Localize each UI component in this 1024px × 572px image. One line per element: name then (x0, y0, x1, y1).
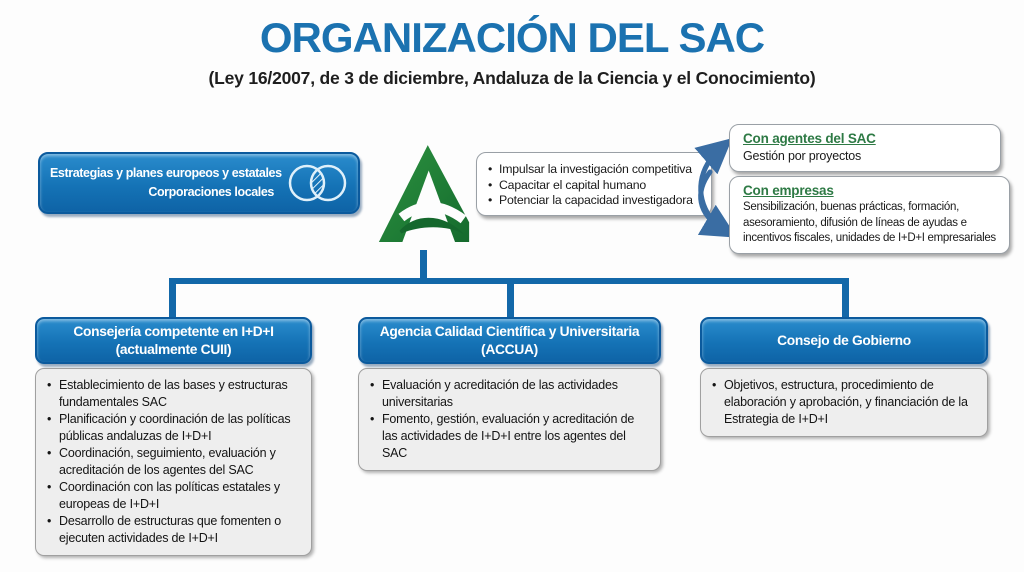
collab-empresas-body: Sensibilización, buenas prácticas, formación, asesoramiento, difusión de líneas de ayudas e incentivos fiscales, unidades de I+D+I empresariales (743, 201, 996, 245)
page-title: ORGANIZACIÓN DEL SAC (259, 14, 765, 61)
org-header-accua-line1: Agencia Calidad Científica y Universitaria (379, 323, 640, 339)
collab-empresas-heading: Con empresas (743, 183, 834, 198)
org-header-consejo-line1: Consejo de Gobierno (777, 332, 911, 348)
collab-box-empresas (729, 176, 1010, 254)
objective-item: • Capacitar el capital humano (485, 178, 705, 194)
collab-box-agentes (729, 124, 1001, 172)
collab-agentes-body: Gestión por proyectos (743, 149, 862, 164)
connector-drop-right (842, 278, 849, 322)
objectives-box (476, 152, 712, 216)
org-header-accua (358, 317, 661, 364)
detail-item: • Coordinación con las políticas estatales y europeas de I+D+I (44, 479, 302, 513)
detail-item: • Fomento, gestión, evaluación y acreditación de las actividades de I+D+I entre los agentes del SAC (367, 411, 651, 462)
detail-item: • Evaluación y acreditación de las actividades universitarias (367, 377, 651, 411)
junta-de-andalucia-a-logo (377, 138, 471, 252)
collab-agentes-heading: Con agentes del SAC (743, 131, 876, 146)
org-header-consejo (700, 317, 988, 364)
org-detail-consejo (700, 368, 988, 437)
connector-drop-middle (507, 278, 514, 322)
venn-overlap-icon (284, 160, 350, 206)
org-detail-accua (358, 368, 661, 471)
detail-item: • Coordinación, seguimiento, evaluación y acreditación de los agentes del SAC (44, 445, 302, 479)
strategies-line1: Estrategias y planes europeos y estatales (50, 166, 282, 181)
page-subtitle: (Ley 16/2007, de 3 de diciembre, Andaluza de la Ciencia y el Conocimiento) (208, 68, 816, 88)
org-detail-consejeria (35, 368, 312, 556)
org-header-consejeria-line2: (actualmente CUII) (115, 341, 232, 357)
strategies-line2: Corporaciones locales (148, 185, 274, 199)
detail-item: • Desarrollo de estructuras que fomenten o ejecuten actividades de I+D+I (44, 513, 302, 547)
org-header-consejeria-line1: Consejería competente en I+D+I (73, 323, 274, 339)
org-header-consejeria (35, 317, 312, 364)
objective-item: • Impulsar la investigación competitiva (485, 162, 705, 178)
detail-item: • Objetivos, estructura, procedimiento de elaboración y aprobación, y financiación de la Estrategia de I+D+I (709, 377, 978, 428)
detail-item: • Planificación y coordinación de las políticas públicas andaluzas de I+D+I (44, 411, 302, 445)
org-header-accua-line2: (ACCUA) (481, 341, 538, 357)
objective-item: • Potenciar la capacidad investigadora (485, 193, 705, 209)
detail-item: • Establecimiento de las bases y estructuras fundamentales SAC (44, 377, 302, 411)
strategies-box (38, 152, 360, 214)
connector-drop-left (169, 278, 176, 322)
